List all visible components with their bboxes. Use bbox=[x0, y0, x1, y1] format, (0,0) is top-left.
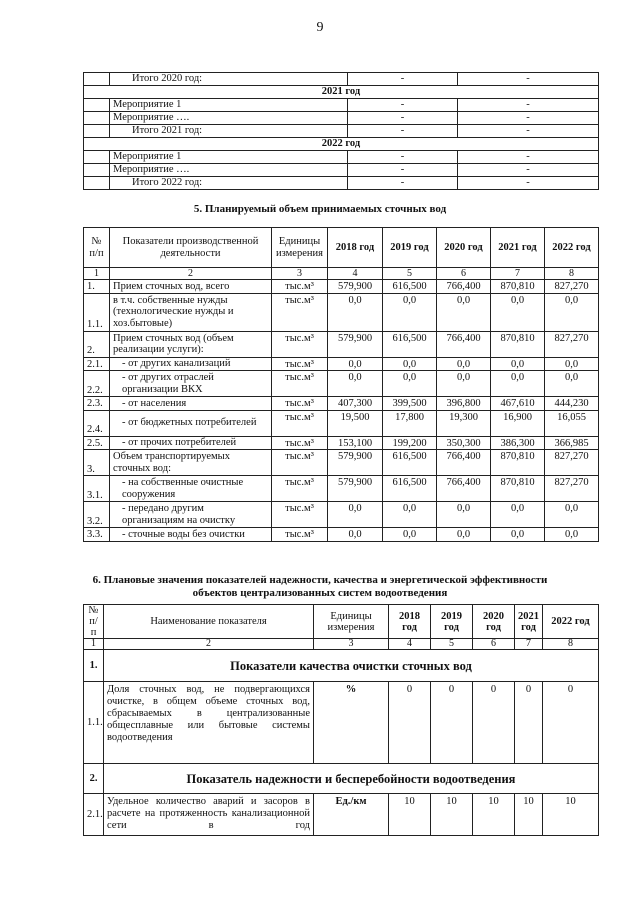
value-2018: 579,900 bbox=[328, 450, 383, 476]
value-2020: 766,400 bbox=[437, 280, 491, 294]
value-2018: 0,0 bbox=[328, 502, 383, 528]
row-label: Мероприятие …. bbox=[110, 164, 348, 177]
value-2021: 386,300 bbox=[491, 436, 545, 450]
indicator-name: Прием сточных вод (объем реализации услуги): bbox=[110, 331, 272, 357]
value-cell: - bbox=[348, 73, 458, 86]
blank-cell bbox=[84, 112, 110, 125]
row-number: 2.5. bbox=[84, 436, 110, 450]
value-2018: 10 bbox=[389, 794, 431, 836]
value-2020: 396,800 bbox=[437, 397, 491, 411]
section6-title-line1: 6. Плановые значения показателей надежности, качества и энергетической эффективности bbox=[92, 574, 548, 586]
value-2022: 444,230 bbox=[545, 397, 599, 411]
value-2021: 870,810 bbox=[491, 476, 545, 502]
value-2018: 0,0 bbox=[328, 357, 383, 371]
section5-title: 5. Планируемый объем принимаемых сточных вод bbox=[193, 203, 447, 215]
value-2020: 0,0 bbox=[437, 371, 491, 397]
event-row bbox=[84, 164, 599, 177]
value-2021: 870,810 bbox=[491, 331, 545, 357]
column-number: 7 bbox=[515, 639, 543, 650]
total-row bbox=[84, 125, 599, 138]
section6-title bbox=[0, 574, 640, 600]
column-number: 1 bbox=[84, 639, 104, 650]
column-header: Единицы измерения bbox=[314, 605, 389, 639]
column-number: 3 bbox=[314, 639, 389, 650]
blank-cell bbox=[84, 151, 110, 164]
year-row bbox=[84, 138, 599, 151]
value-cell: - bbox=[458, 177, 599, 190]
unit: Ед./км bbox=[314, 794, 389, 836]
value-2020: 0,0 bbox=[437, 357, 491, 371]
value-2021: 0,0 bbox=[491, 371, 545, 397]
value-2019: 616,500 bbox=[383, 476, 437, 502]
indicator-row bbox=[84, 397, 599, 411]
value-2019: 0,0 bbox=[383, 357, 437, 371]
row-label: Итого 2022 год: bbox=[110, 177, 348, 190]
column-header: Наименование показателя bbox=[104, 605, 314, 639]
column-number: 7 bbox=[491, 268, 545, 280]
value-2021: 0 bbox=[515, 682, 543, 764]
value-2018: 579,900 bbox=[328, 280, 383, 294]
row-number: 3.2. bbox=[84, 502, 110, 528]
group-title: Показатель надежности и бесперебойности водоотведения bbox=[104, 764, 599, 794]
value-2020: 0,0 bbox=[437, 528, 491, 542]
indicator-name: - от бюджетных потребителей bbox=[110, 410, 272, 436]
column-number: 5 bbox=[431, 639, 473, 650]
value-2020: 0,0 bbox=[437, 293, 491, 331]
row-label: Мероприятие …. bbox=[110, 112, 348, 125]
value-2018: 0 bbox=[389, 682, 431, 764]
row-number: 3.1. bbox=[84, 476, 110, 502]
value-cell: - bbox=[458, 99, 599, 112]
value-2022: 10 bbox=[543, 794, 599, 836]
indicator-name: - передано другим организациям на очистку bbox=[110, 502, 272, 528]
value-2022: 16,055 bbox=[545, 410, 599, 436]
value-2020: 19,300 bbox=[437, 410, 491, 436]
value-2018: 0,0 bbox=[328, 528, 383, 542]
indicator-name: - от населения bbox=[110, 397, 272, 411]
unit: тыс.м³ bbox=[272, 397, 328, 411]
unit: % bbox=[314, 682, 389, 764]
value-2021: 16,900 bbox=[491, 410, 545, 436]
column-number: 2 bbox=[110, 268, 272, 280]
row-number: 2. bbox=[84, 331, 110, 357]
indicator-row bbox=[84, 502, 599, 528]
value-cell: - bbox=[348, 112, 458, 125]
value-2021: 0,0 bbox=[491, 293, 545, 331]
column-header: 2021 год bbox=[515, 605, 543, 639]
blank-cell bbox=[84, 73, 110, 86]
column-header: 2021 год bbox=[491, 228, 545, 268]
year-label: 2022 год bbox=[84, 138, 599, 151]
row-label: Мероприятие 1 bbox=[110, 99, 348, 112]
value-2020: 766,400 bbox=[437, 450, 491, 476]
value-cell: - bbox=[348, 177, 458, 190]
column-header: 2019 год bbox=[383, 228, 437, 268]
indicator-row bbox=[84, 436, 599, 450]
total-row bbox=[84, 177, 599, 190]
value-2019: 616,500 bbox=[383, 280, 437, 294]
unit: тыс.м³ bbox=[272, 410, 328, 436]
value-2022: 0,0 bbox=[545, 371, 599, 397]
indicators-table bbox=[83, 604, 599, 836]
blank-cell bbox=[84, 177, 110, 190]
indicator-name: в т.ч. собственные нужды (технологические нужды и хоз.бытовые) bbox=[110, 293, 272, 331]
indicator-row bbox=[84, 293, 599, 331]
value-2019: 199,200 bbox=[383, 436, 437, 450]
column-number: 6 bbox=[473, 639, 515, 650]
value-cell: - bbox=[348, 151, 458, 164]
value-2018: 0,0 bbox=[328, 371, 383, 397]
column-number: 3 bbox=[272, 268, 328, 280]
event-row bbox=[84, 151, 599, 164]
value-cell: - bbox=[458, 73, 599, 86]
value-2020: 766,400 bbox=[437, 476, 491, 502]
row-number: 1.1. bbox=[84, 293, 110, 331]
value-cell: - bbox=[458, 164, 599, 177]
indicator-name: Доля сточных вод, не подвергающихся очистке, в общем объеме сточных вод, сбрасываемых в централизованные общесплавные или бытовые системы водоотведения bbox=[104, 682, 314, 764]
column-header: 2018 год bbox=[389, 605, 431, 639]
indicator-row bbox=[84, 528, 599, 542]
column-header: 2020 год bbox=[437, 228, 491, 268]
group-number: 2. bbox=[84, 764, 104, 794]
row-label: Мероприятие 1 bbox=[110, 151, 348, 164]
year-row bbox=[84, 86, 599, 99]
value-cell: - bbox=[458, 151, 599, 164]
column-number: 8 bbox=[543, 639, 599, 650]
row-number: 2.2. bbox=[84, 371, 110, 397]
value-2018: 0,0 bbox=[328, 293, 383, 331]
indicator-name: - сточные воды без очистки bbox=[110, 528, 272, 542]
value-2022: 827,270 bbox=[545, 450, 599, 476]
value-2019: 17,800 bbox=[383, 410, 437, 436]
value-2022: 827,270 bbox=[545, 331, 599, 357]
row-number: 2.1. bbox=[84, 357, 110, 371]
page-number: 9 bbox=[316, 20, 324, 35]
indicator-row bbox=[84, 410, 599, 436]
indicator-name: Удельное количество аварий и засоров в расчете на протяженность канализационной сети в год bbox=[104, 794, 314, 836]
value-2021: 870,810 bbox=[491, 450, 545, 476]
indicator-name: - от других отраслей организации ВКХ bbox=[110, 371, 272, 397]
row-number: 2.1. bbox=[84, 794, 104, 836]
value-2019: 0,0 bbox=[383, 502, 437, 528]
indicator-row bbox=[84, 794, 599, 836]
value-2019: 399,500 bbox=[383, 397, 437, 411]
unit: тыс.м³ bbox=[272, 280, 328, 294]
value-2022: 0 bbox=[543, 682, 599, 764]
blank-cell bbox=[84, 125, 110, 138]
indicator-name: Прием сточных вод, всего bbox=[110, 280, 272, 294]
indicator-name: - на собственные очистные сооружения bbox=[110, 476, 272, 502]
value-2018: 153,100 bbox=[328, 436, 383, 450]
indicator-name: - от прочих потребителей bbox=[110, 436, 272, 450]
value-2022: 0,0 bbox=[545, 528, 599, 542]
value-2020: 10 bbox=[473, 794, 515, 836]
column-number: 5 bbox=[383, 268, 437, 280]
column-number: 8 bbox=[545, 268, 599, 280]
unit: тыс.м³ bbox=[272, 293, 328, 331]
value-2022: 0,0 bbox=[545, 357, 599, 371]
blank-cell bbox=[84, 99, 110, 112]
indicator-name: - от других канализаций bbox=[110, 357, 272, 371]
column-number: 6 bbox=[437, 268, 491, 280]
indicator-row bbox=[84, 476, 599, 502]
row-number: 3. bbox=[84, 450, 110, 476]
value-2019: 10 bbox=[431, 794, 473, 836]
value-2020: 0,0 bbox=[437, 502, 491, 528]
value-2019: 0 bbox=[431, 682, 473, 764]
value-2022: 0,0 bbox=[545, 293, 599, 331]
value-2020: 0 bbox=[473, 682, 515, 764]
value-2019: 616,500 bbox=[383, 450, 437, 476]
value-cell: - bbox=[458, 112, 599, 125]
events-table bbox=[83, 72, 599, 190]
value-2018: 19,500 bbox=[328, 410, 383, 436]
column-header: 2019 год bbox=[431, 605, 473, 639]
column-number: 4 bbox=[328, 268, 383, 280]
column-header: 2022 год bbox=[545, 228, 599, 268]
event-row bbox=[84, 112, 599, 125]
row-number: 2.3. bbox=[84, 397, 110, 411]
value-cell: - bbox=[458, 125, 599, 138]
group-row-2 bbox=[84, 764, 599, 794]
column-number: 2 bbox=[104, 639, 314, 650]
indicator-row bbox=[84, 371, 599, 397]
event-row bbox=[84, 99, 599, 112]
group-row-1 bbox=[84, 650, 599, 682]
value-2022: 827,270 bbox=[545, 476, 599, 502]
section6-title-line2: объектов централизованных систем водоотведения bbox=[192, 587, 448, 599]
column-header: Единицы измерения bbox=[272, 228, 328, 268]
value-2019: 616,500 bbox=[383, 331, 437, 357]
value-cell: - bbox=[348, 164, 458, 177]
column-header: № п/п bbox=[84, 605, 104, 639]
row-number: 3.3. bbox=[84, 528, 110, 542]
unit: тыс.м³ bbox=[272, 371, 328, 397]
column-header: Показатели производственной деятельности bbox=[110, 228, 272, 268]
indicator-row bbox=[84, 357, 599, 371]
unit: тыс.м³ bbox=[272, 476, 328, 502]
value-2020: 350,300 bbox=[437, 436, 491, 450]
unit: тыс.м³ bbox=[272, 357, 328, 371]
value-2019: 0,0 bbox=[383, 371, 437, 397]
value-2021: 10 bbox=[515, 794, 543, 836]
year-label: 2021 год bbox=[84, 86, 599, 99]
column-header: № п/п bbox=[84, 228, 110, 268]
value-2020: 766,400 bbox=[437, 331, 491, 357]
unit: тыс.м³ bbox=[272, 502, 328, 528]
value-2018: 579,900 bbox=[328, 331, 383, 357]
indicator-row bbox=[84, 682, 599, 764]
unit: тыс.м³ bbox=[272, 450, 328, 476]
wastewater-volume-table bbox=[83, 227, 599, 542]
value-cell: - bbox=[348, 99, 458, 112]
value-2022: 0,0 bbox=[545, 502, 599, 528]
value-2022: 827,270 bbox=[545, 280, 599, 294]
unit: тыс.м³ bbox=[272, 331, 328, 357]
column-number: 1 bbox=[84, 268, 110, 280]
group-title: Показатели качества очистки сточных вод bbox=[104, 650, 599, 682]
value-2021: 467,610 bbox=[491, 397, 545, 411]
indicator-row bbox=[84, 450, 599, 476]
row-label: Итого 2021 год: bbox=[110, 125, 348, 138]
column-header: 2022 год bbox=[543, 605, 599, 639]
row-label: Итого 2020 год: bbox=[110, 73, 348, 86]
value-2022: 366,985 bbox=[545, 436, 599, 450]
indicator-name: Объем транспортируемых сточных вод: bbox=[110, 450, 272, 476]
row-number: 1.1. bbox=[84, 682, 104, 764]
blank-cell bbox=[84, 164, 110, 177]
value-cell: - bbox=[348, 125, 458, 138]
row-number: 2.4. bbox=[84, 410, 110, 436]
indicator-row bbox=[84, 280, 599, 294]
total-row bbox=[84, 73, 599, 86]
indicator-row bbox=[84, 331, 599, 357]
value-2021: 0,0 bbox=[491, 502, 545, 528]
column-number: 4 bbox=[389, 639, 431, 650]
value-2018: 579,900 bbox=[328, 476, 383, 502]
value-2019: 0,0 bbox=[383, 528, 437, 542]
unit: тыс.м³ bbox=[272, 436, 328, 450]
value-2021: 0,0 bbox=[491, 528, 545, 542]
column-header: 2020 год bbox=[473, 605, 515, 639]
group-number: 1. bbox=[84, 650, 104, 682]
value-2018: 407,300 bbox=[328, 397, 383, 411]
unit: тыс.м³ bbox=[272, 528, 328, 542]
row-number: 1. bbox=[84, 280, 110, 294]
value-2019: 0,0 bbox=[383, 293, 437, 331]
column-header: 2018 год bbox=[328, 228, 383, 268]
value-2021: 0,0 bbox=[491, 357, 545, 371]
value-2021: 870,810 bbox=[491, 280, 545, 294]
